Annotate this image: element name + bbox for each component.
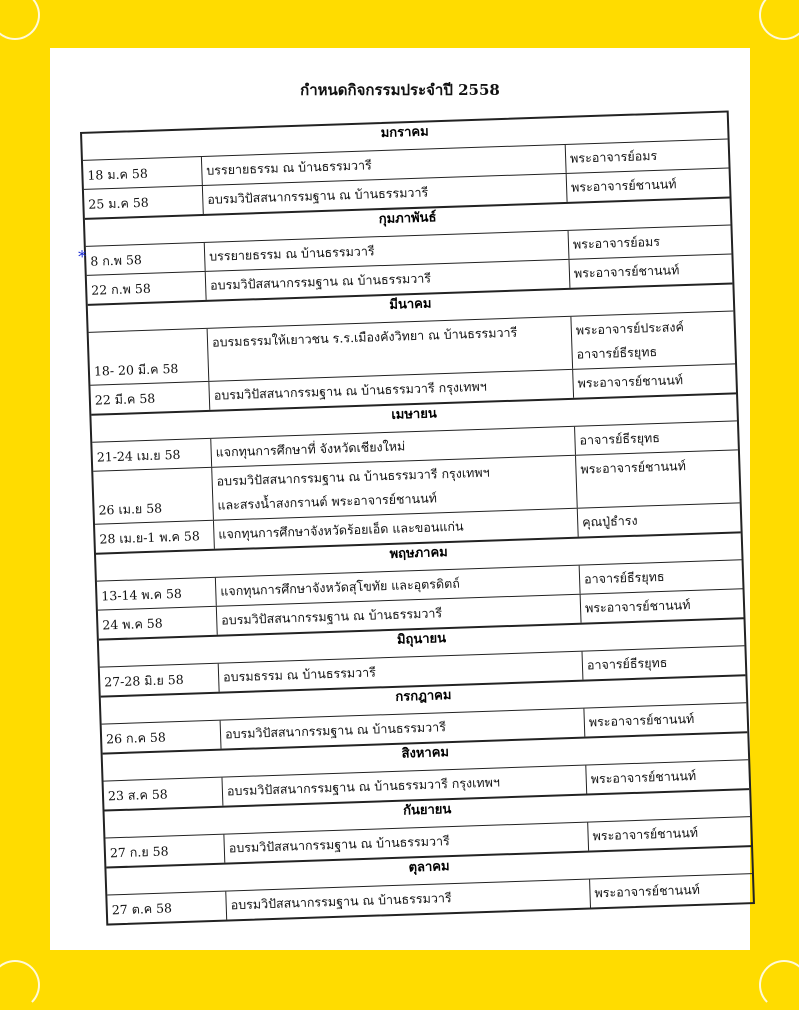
activity-line: อบรมวิปัสสนากรรมฐาน ณ บ้านธรรมวารี [209,270,432,293]
date-cell: 27 ก.ย 58 [105,835,225,867]
date-cell: 24 พ.ค 58 [98,607,218,639]
date-cell: 21-24 เม.ย 58 [92,439,212,471]
person-line: พระอาจารย์ชานนท์ [588,710,695,730]
date-cell: 18- 20 มี.ค 58 [89,329,210,385]
activity-line: อบรมธรรมให้เยาวชน ร.ร.เมืองคังวิทยา ณ บ้านธรรมวารี [211,324,518,350]
person-cell [588,817,751,850]
activity-line: บรรยายธรรม ณ บ้านธรรมวารี [208,243,375,264]
month-header: กรกฎาคม [101,674,747,723]
activity-line: อบรมวิปัสสนากรรมฐาน ณ บ้านธรรมวารี กรุงเทพฯ [213,378,487,403]
person-line: พระอาจารย์อมร [569,147,658,166]
month-header: ตุลาคม [106,845,752,894]
person-line: อาจารย์ธีรยุทธ [579,429,661,448]
activity-line: แจกทุนการศึกษาจังหวัดร้อยเอ็ด และขอนแก่น [218,518,464,542]
person-line: อาจารย์ธีรยุทธ [576,343,658,362]
person-cell [590,874,753,907]
activity-line: อบรมวิปัสสนากรรมฐาน ณ บ้านธรรมวารี [230,890,452,913]
person-line: อาจารย์ธีรยุทธ [586,654,668,673]
date-cell: 26 ก.ค 58 [102,721,222,753]
person-line: พระอาจารย์ชานนท์ [570,176,677,195]
month-header: มีนาคม [88,282,734,331]
month-header: มกราคม [380,124,429,142]
person-cell [573,364,736,397]
schedule-table [77,110,755,925]
person-line: พระอาจารย์ชานนท์ [580,458,687,477]
person-line: พระอาจารย์ชานนท์ [590,767,697,787]
person-cell [584,703,747,736]
month-header: มิถุนายน [99,617,745,666]
person-line: พระอาจารย์ชานนท์ [592,824,699,844]
person-line: คุณปู่ธำรง [581,512,638,530]
document-page [50,48,750,950]
person-line: อาจารย์ธีรยุทธ [583,568,665,587]
date-cell: 23 ส.ค 58 [104,778,224,810]
person-cell [567,169,730,202]
person-cell [576,450,740,507]
activity-line: อบรมวิปัสสนากรรมฐาน ณ บ้านธรรมวารี [207,184,429,207]
activity-line: อบรมวิปัสสนากรรมฐาน ณ บ้านธรรมวารี กรุงเทพฯ [216,464,490,489]
person-cell [581,589,744,622]
month-header: พฤษภาคม [96,531,742,580]
person-line: พระอาจารย์ชานนท์ [577,372,684,391]
activity-line: อบรมวิปัสสนากรรมฐาน ณ บ้านธรรมวารี [228,833,450,856]
date-cell: 13-14 พ.ค 58 [97,578,217,610]
person-line: พระอาจารย์ชานนท์ [584,597,691,616]
date-cell: 27-28 มิ.ย 58 [100,664,220,696]
person-line: พระอาจารย์ประสงค์ [575,319,685,338]
person-cell [583,646,746,679]
person-line: พระอาจารย์ชานนท์ [594,881,701,901]
date-cell: 8 ก.พ 58 [86,243,206,275]
date-cell: 28 เม.ย-1 พ.ค 58 [95,521,215,553]
date-cell: 18 ม.ค 58 [83,157,203,189]
activity-line: อบรมวิปัสสนากรรมฐาน ณ บ้านธรรมวารี [221,605,443,628]
activity-line: บรรยายธรรม ณ บ้านธรรมวารี [206,157,372,178]
person-line: พระอาจารย์ชานนท์ [573,262,680,281]
date-cell: 22 มี.ค 58 [90,382,210,414]
page-title: กำหนดกิจกรรมประจำปี 2558 [300,81,500,99]
date-cell: 26 เม.ย 58 [93,468,214,524]
person-cell [578,503,741,536]
activity-line: อบรมวิปัสสนากรรมฐาน ณ บ้านธรรมวารี กรุงเทพฯ [226,774,501,799]
date-cell: 27 ต.ค 58 [107,892,227,924]
date-cell: 25 ม.ค 58 [84,186,204,218]
person-cell [570,254,733,287]
activity-line: และสรงน้ำสงกรานต์ พระอาจารย์ชานนท์ [217,490,438,513]
activity-line: อบรมธรรม ณ บ้านธรรมวารี [222,664,377,685]
date-cell: 22 ก.พ 58 [87,272,207,304]
corner-ornament [0,960,40,1010]
month-header: เมษายน [91,392,737,441]
asterisk-mark: * [77,246,87,267]
activity-line: อบรมวิปัสสนากรรมฐาน ณ บ้านธรรมวารี [224,719,447,742]
activity-line: แจกทุนการศึกษาจังหวัดสุโขทัย และอุตรดิตถ์ [220,575,461,599]
person-cell [586,760,749,793]
person-line: พระอาจารย์อมร [572,233,661,252]
corner-ornament [759,960,799,1010]
month-header: สิงหาคม [103,731,749,780]
person-line [581,476,736,505]
corner-ornament [759,0,799,40]
month-header: กันยายน [104,788,750,837]
corner-ornament [0,0,40,40]
person-cell [571,311,735,368]
activity-line: แจกทุนการศึกษาที่ จังหวัดเชียงใหม่ [215,438,406,460]
month-header: กุมภาพันธ์ [85,197,731,246]
